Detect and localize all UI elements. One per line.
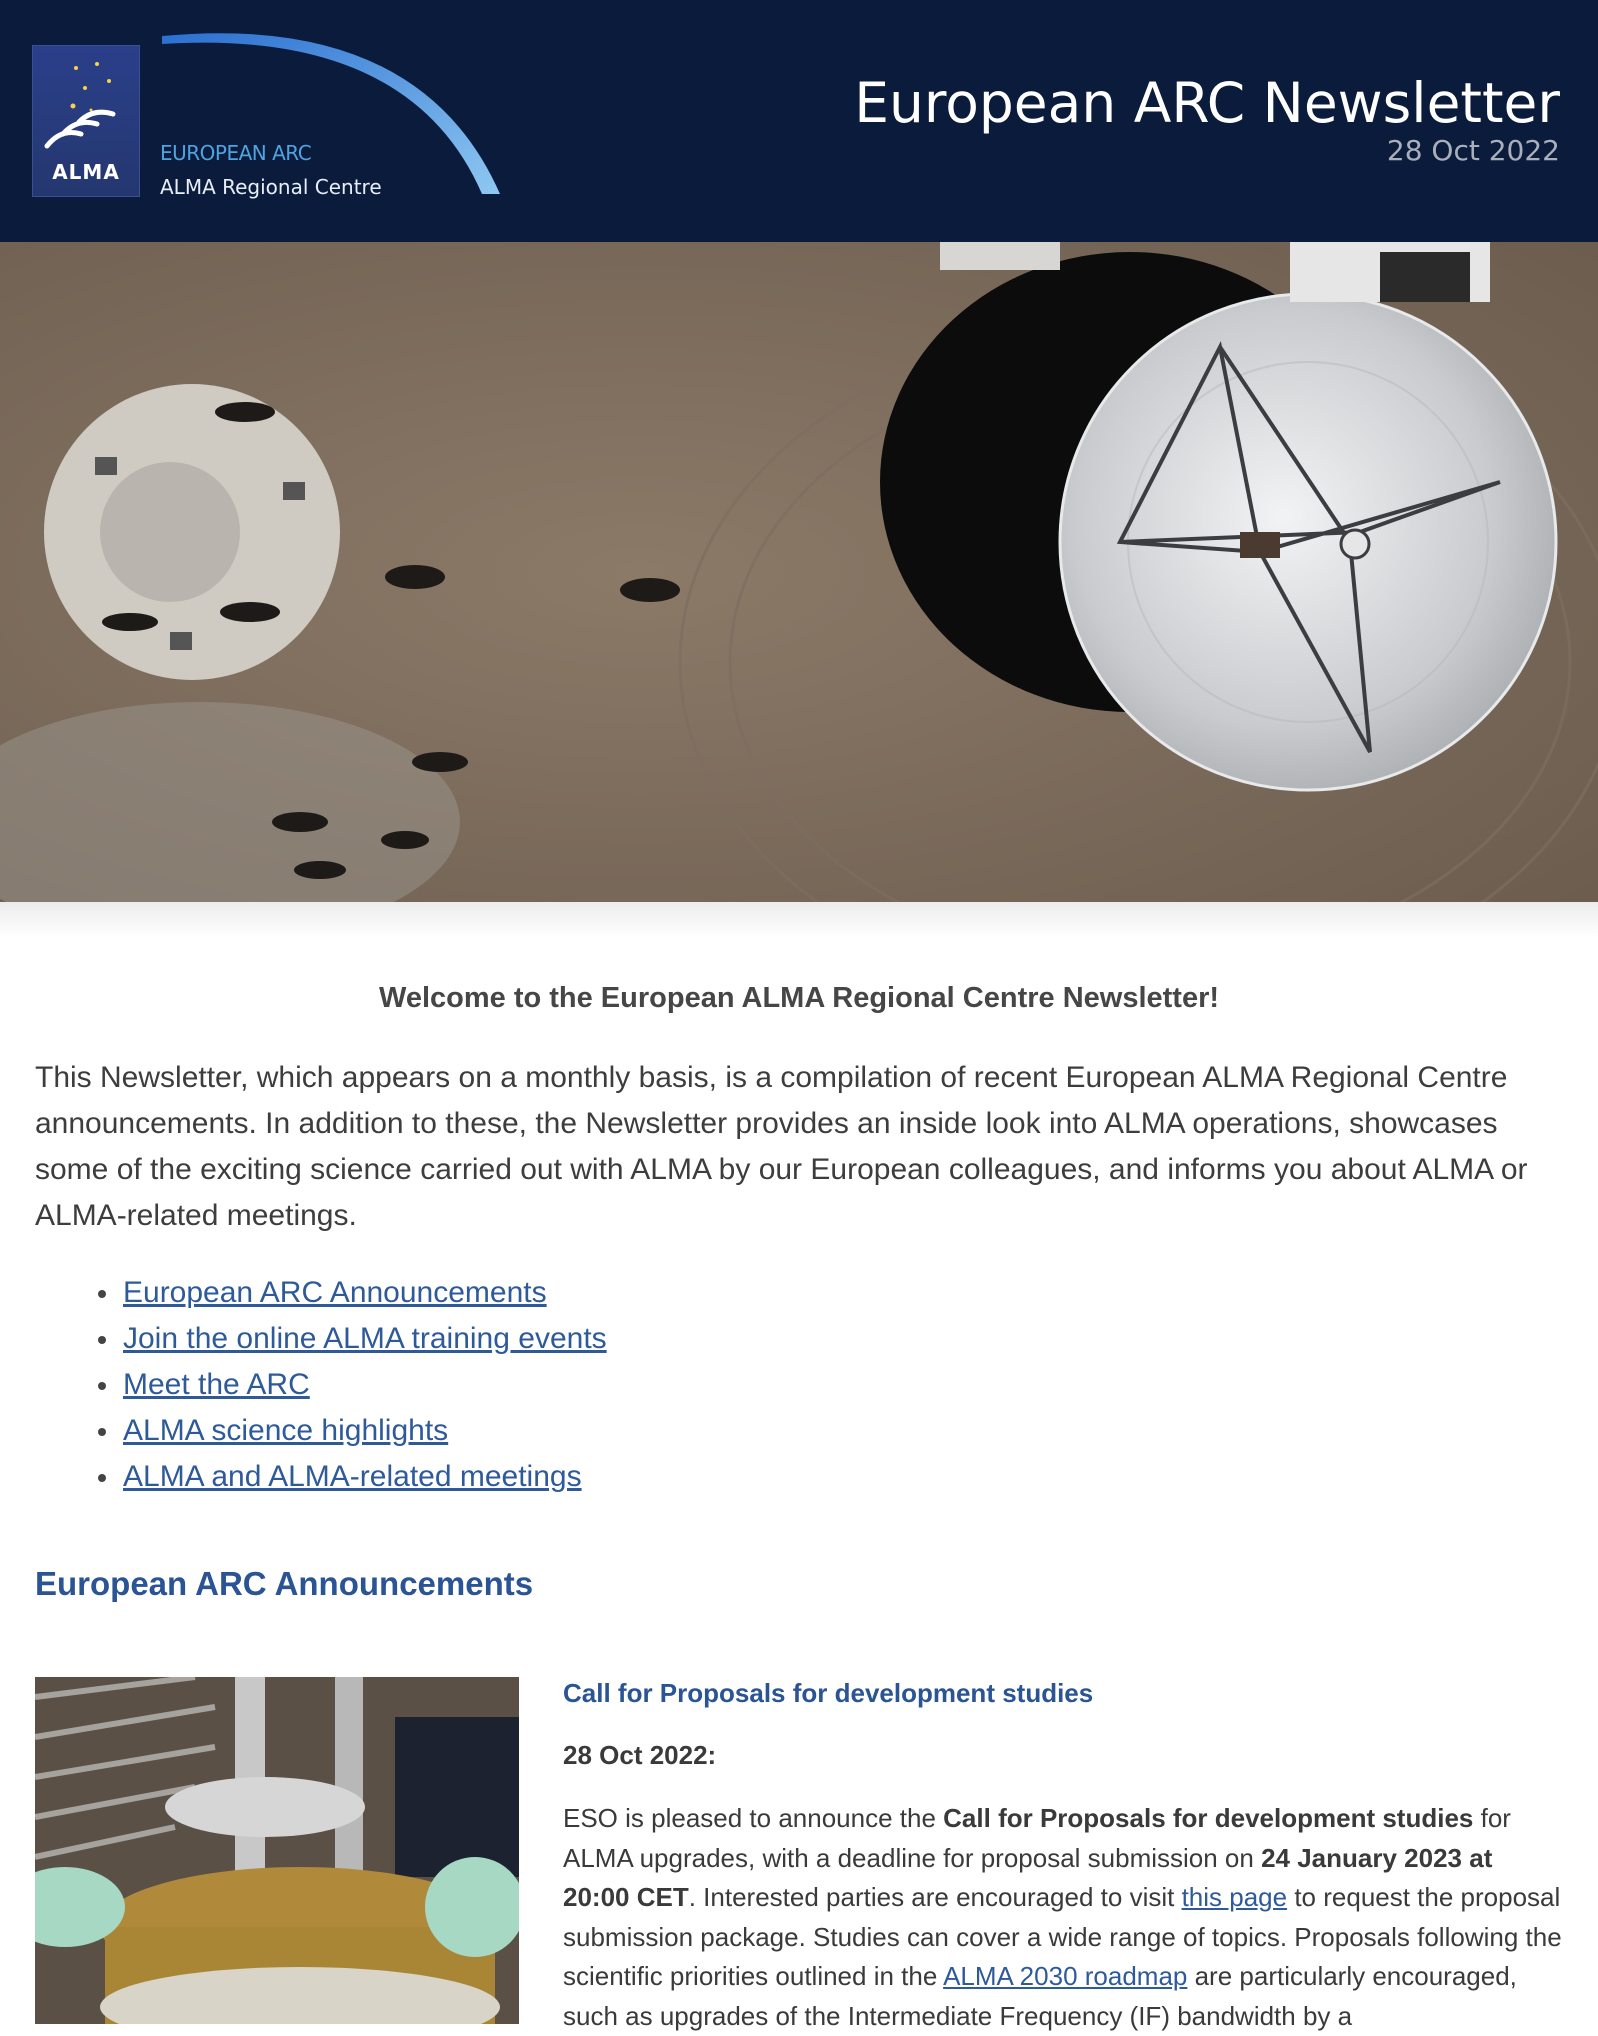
hero-image	[0, 242, 1598, 902]
newsletter-header	[0, 0, 1598, 242]
logo-alma-text: ALMA	[52, 160, 120, 184]
logo-line1: EUROPEAN ARC	[160, 141, 312, 165]
newsletter-title: European ARC Newsletter	[854, 71, 1560, 135]
logo-arc-icon	[150, 22, 510, 197]
article-title[interactable]: Call for Proposals for development studies	[563, 1678, 1094, 1708]
toc-link-science[interactable]: ALMA science highlights	[123, 1414, 449, 1447]
toc-item	[35, 1316, 607, 1362]
toc-item	[35, 1408, 607, 1454]
article-bold-text: Call for Proposals for development studies	[943, 1803, 1474, 1833]
article-body	[563, 1799, 1563, 2036]
alma-logo[interactable]	[32, 45, 140, 197]
section-heading: European ARC Announcements	[35, 1565, 534, 1602]
article-thumbnail	[35, 1677, 519, 2024]
newsletter-date: 28 Oct 2022	[1386, 134, 1560, 167]
article-date: 28 Oct 2022:	[563, 1740, 717, 1770]
article-text: are particularly encouraged, such as upgrades of the Intermediate Frequency (IF) bandwidth by a	[563, 1961, 1517, 2031]
toc-item	[35, 1454, 607, 1500]
intro-paragraph: This Newsletter, which appears on a monthly basis, is a compilation of recent European ALMA Regional Centre announcements. In addition to these, the Newsletter provides an inside look into ALMA operations, showcases some of the exciting science carried out with ALMA by our European colleagues, and informs you about ALMA or ALMA-related meetings.	[35, 1061, 1528, 1232]
alma-2030-roadmap-link[interactable]: ALMA 2030 roadmap	[943, 1961, 1188, 1991]
toc-item	[35, 1270, 607, 1316]
article-text: for ALMA upgrades, with a deadline for proposal submission on	[563, 1803, 1511, 1873]
article-text: ESO is pleased to announce the	[563, 1803, 944, 1833]
logo-line2: ALMA Regional Centre	[160, 175, 382, 199]
toc-link-announcements[interactable]: European ARC Announcements	[123, 1276, 547, 1309]
article-text: . Interested parties are encouraged to visit	[688, 1882, 1182, 1912]
toc-link-meet-arc[interactable]: Meet the ARC	[123, 1368, 310, 1401]
this-page-link[interactable]: this page	[1181, 1882, 1288, 1912]
star-icon	[33, 46, 139, 156]
article-bold-deadline: 24 January 2023 at 20:00 CET	[563, 1842, 1493, 1912]
welcome-heading: Welcome to the European ALMA Regional Centre Newsletter!	[378, 982, 1220, 1014]
article-text: to request the proposal submission package. Studies can cover a wide range of topics. Proposals following the scientific priorities outlined in the	[563, 1882, 1562, 1991]
hero-divider	[0, 902, 1598, 938]
table-of-contents	[35, 1270, 607, 1500]
article	[563, 1677, 1563, 2036]
toc-link-meetings[interactable]: ALMA and ALMA-related meetings	[123, 1460, 582, 1493]
toc-item	[35, 1362, 607, 1408]
toc-link-training[interactable]: Join the online ALMA training events	[123, 1322, 607, 1355]
